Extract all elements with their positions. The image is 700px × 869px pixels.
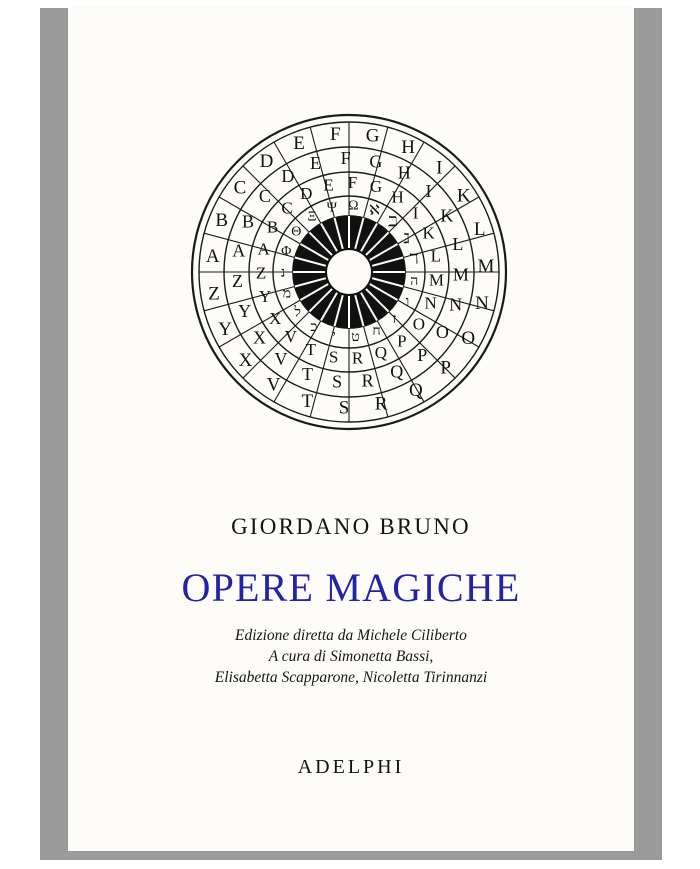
svg-text:A: A — [205, 246, 220, 268]
svg-text:H: H — [397, 162, 411, 183]
svg-text:D: D — [300, 183, 313, 203]
svg-text:T: T — [305, 340, 316, 360]
svg-text:ו: ו — [405, 294, 410, 310]
svg-text:R: R — [361, 370, 374, 391]
svg-text:X: X — [238, 350, 253, 372]
svg-text:ט: ט — [351, 329, 360, 345]
author-name: GIORDANO BRUNO — [231, 514, 471, 539]
svg-text:V: V — [266, 374, 281, 396]
svg-text:Y: Y — [218, 318, 233, 340]
svg-text:V: V — [274, 349, 288, 370]
svg-text:Y: Y — [238, 300, 252, 321]
svg-text:V: V — [284, 326, 297, 346]
svg-text:כ: כ — [310, 320, 318, 336]
credits-block — [68, 625, 634, 688]
svg-text:מ: מ — [282, 286, 292, 302]
svg-text:H: H — [391, 187, 404, 207]
svg-text:ה: ה — [410, 274, 419, 290]
lullian-wheel-illustration — [184, 100, 514, 445]
credits-line-2: A cura di Simonetta Bassi, — [268, 648, 434, 665]
svg-text:Q: Q — [390, 361, 404, 382]
svg-text:K: K — [456, 185, 471, 207]
svg-text:D: D — [281, 166, 295, 187]
svg-text:T: T — [301, 390, 314, 412]
svg-text:Θ: Θ — [291, 224, 302, 240]
credits-line-1: Edizione diretta da Michele Ciliberto — [235, 627, 467, 644]
svg-text:S: S — [332, 371, 343, 392]
svg-text:G: G — [365, 125, 380, 147]
svg-text:I: I — [412, 203, 419, 223]
svg-text:Ψ: Ψ — [326, 200, 337, 216]
svg-text:ℶ: ℶ — [388, 214, 398, 230]
publisher-name: ADELPHI — [297, 756, 405, 778]
svg-text:E: E — [323, 175, 334, 195]
svg-text:A: A — [257, 239, 270, 259]
svg-text:L: L — [473, 219, 486, 241]
svg-text:Z: Z — [232, 271, 244, 292]
svg-text:E: E — [310, 153, 322, 174]
svg-text:O: O — [435, 321, 449, 342]
svg-text:P: P — [440, 357, 451, 379]
svg-text:T: T — [302, 364, 314, 385]
svg-text:Z: Z — [208, 283, 220, 305]
svg-text:I: I — [436, 157, 443, 179]
svg-text:X: X — [269, 308, 282, 328]
book-cover — [68, 8, 634, 851]
svg-text:G: G — [369, 177, 383, 197]
svg-text:R: R — [351, 348, 364, 368]
svg-text:L: L — [430, 246, 441, 266]
svg-text:N: N — [475, 293, 489, 315]
svg-text:ℵ: ℵ — [369, 203, 380, 219]
svg-text:F: F — [347, 172, 358, 192]
svg-text:S: S — [328, 347, 339, 367]
svg-text:ℸ: ℸ — [409, 252, 419, 268]
svg-text:B: B — [215, 209, 229, 231]
svg-text:B: B — [242, 211, 255, 232]
svg-text:N: N — [449, 294, 463, 315]
svg-text:I: I — [425, 181, 432, 202]
svg-text:K: K — [440, 205, 454, 226]
svg-text:ח: ח — [372, 324, 381, 340]
svg-text:S: S — [338, 397, 350, 419]
svg-text:L: L — [452, 234, 464, 255]
svg-text:Φ: Φ — [281, 243, 292, 259]
svg-text:M: M — [452, 264, 469, 285]
svg-text:Q: Q — [374, 342, 387, 362]
svg-text:R: R — [374, 393, 388, 415]
svg-text:Y: Y — [258, 287, 272, 307]
svg-text:O: O — [461, 327, 476, 349]
svg-text:K: K — [422, 223, 435, 243]
svg-text:נ: נ — [280, 265, 286, 281]
svg-text:ז: ז — [392, 312, 397, 328]
svg-text:P: P — [397, 331, 407, 351]
svg-text:N: N — [424, 293, 437, 313]
black-spoked-hub — [293, 216, 405, 328]
svg-text:E: E — [293, 132, 305, 154]
svg-text:F: F — [340, 148, 351, 169]
svg-text:C: C — [281, 198, 293, 218]
svg-text:Ω: Ω — [348, 198, 359, 214]
svg-text:A: A — [232, 240, 246, 261]
svg-text:C: C — [258, 186, 271, 207]
svg-text:C: C — [233, 177, 247, 199]
svg-text:F: F — [330, 124, 341, 146]
svg-text:P: P — [417, 344, 428, 365]
svg-text:G: G — [369, 151, 383, 172]
svg-text:D: D — [259, 151, 274, 173]
svg-text:Z: Z — [255, 263, 267, 283]
book-title: OPERE MAGICHE — [181, 565, 521, 610]
svg-text:O: O — [412, 314, 425, 334]
svg-text:י: י — [332, 328, 336, 344]
svg-text:ℷ: ℷ — [403, 231, 410, 247]
svg-text:M: M — [477, 255, 495, 277]
credits-line-3: Elisabetta Scapparone, Nicoletta Tirinnanzi — [214, 669, 488, 686]
svg-text:ל: ל — [294, 305, 301, 321]
svg-text:Ξ: Ξ — [307, 209, 317, 225]
svg-text:X: X — [253, 327, 267, 348]
svg-text:M: M — [428, 270, 445, 290]
svg-text:H: H — [401, 136, 415, 158]
svg-text:Q: Q — [409, 379, 423, 401]
svg-text:B: B — [266, 217, 279, 237]
